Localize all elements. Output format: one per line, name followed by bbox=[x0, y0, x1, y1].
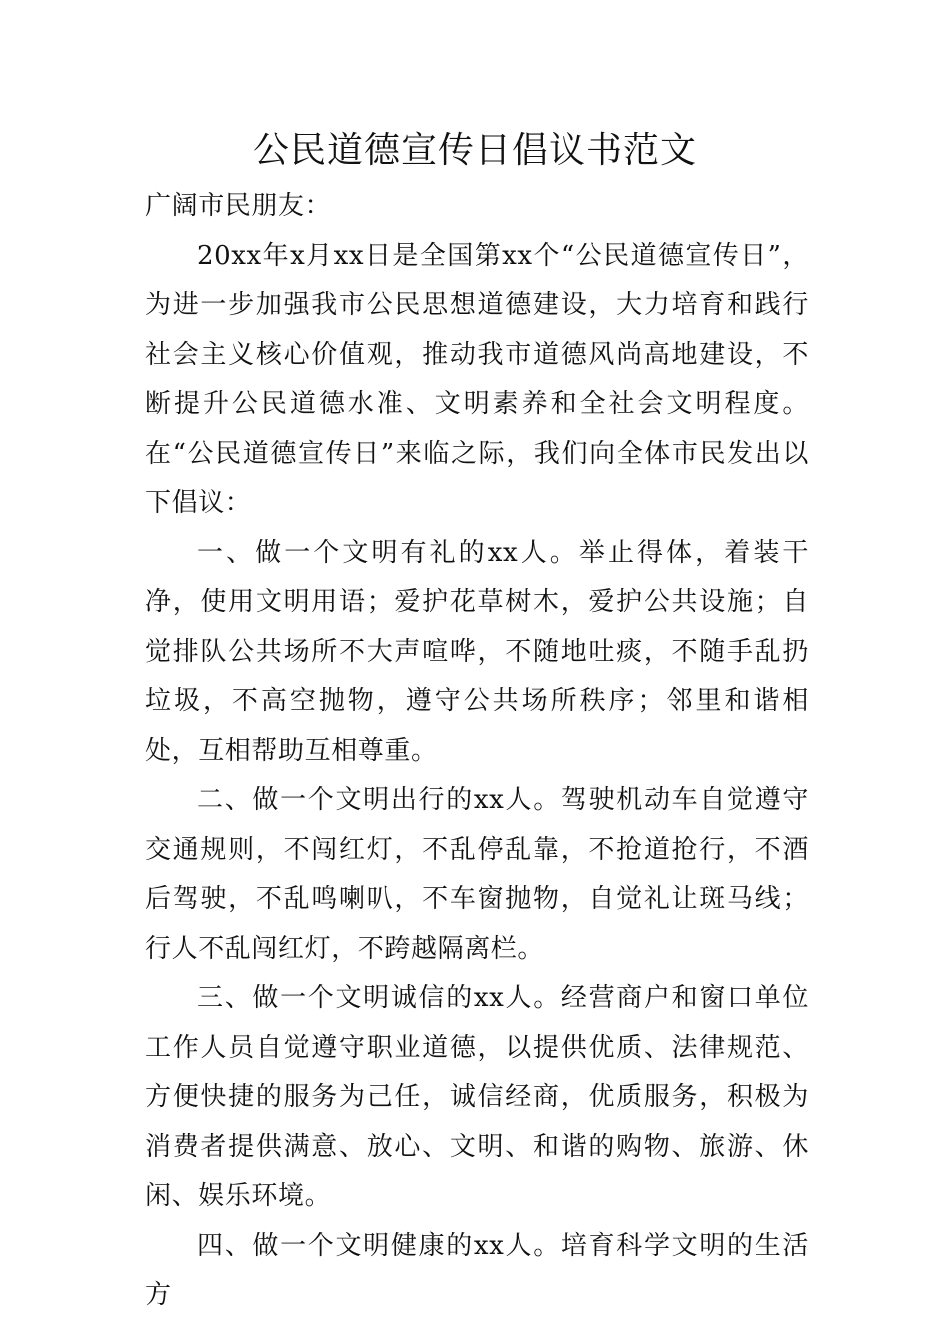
salutation: 广阔市民朋友： bbox=[145, 191, 332, 221]
paragraph-travel: 二、做一个文明出行的xx人。驾驶机动车自觉遵守交通规则，不闯红灯，不乱停乱靠，不抢道抢行，不酒后驾驶，不乱鸣喇叭，不车窗抛物，自觉礼让斑马线；行人不乱闯红灯，不跨越隔离栏。 bbox=[145, 785, 809, 964]
document-title: 公民道德宣传日倡议书范文 bbox=[252, 130, 697, 171]
paragraph-health: 四、做一个文明健康的xx人。培育科学文明的生活方 bbox=[145, 1230, 809, 1310]
paragraph-integrity: 三、做一个文明诚信的xx人。经营商户和窗口单位工作人员自觉遵守职业道德，以提供优质、法律规范、方便快捷的服务为己任，诚信经商，优质服务，积极为消费者提供满意、放心、文明、和谐的购物、旅游、休闲、娱乐环境。 bbox=[145, 983, 809, 1211]
document-body bbox=[145, 182, 809, 1321]
paragraph-courteous: 一、做一个文明有礼的xx人。举止得体，着装干净，使用文明用语；爱护花草树木，爱护公共设施；自觉排队公共场所不大声喧哗，不随地吐痰，不随手乱扔垃圾，不高空抛物，遵守公共场所秩序；邻里和谐相处，互相帮助互相尊重。 bbox=[145, 537, 809, 766]
paragraph-intro: 20xx年x月xx日是全国第xx个“公民道德宣传日”，为进一步加强我市公民思想道德建设，大力培育和践行社会主义核心价值观，推动我市道德风尚高地建设，不断提升公民道德水准、文明素养和全社会文明程度。在“公民道德宣传日”来临之际，我们向全体市民发出以下倡议： bbox=[145, 240, 809, 518]
